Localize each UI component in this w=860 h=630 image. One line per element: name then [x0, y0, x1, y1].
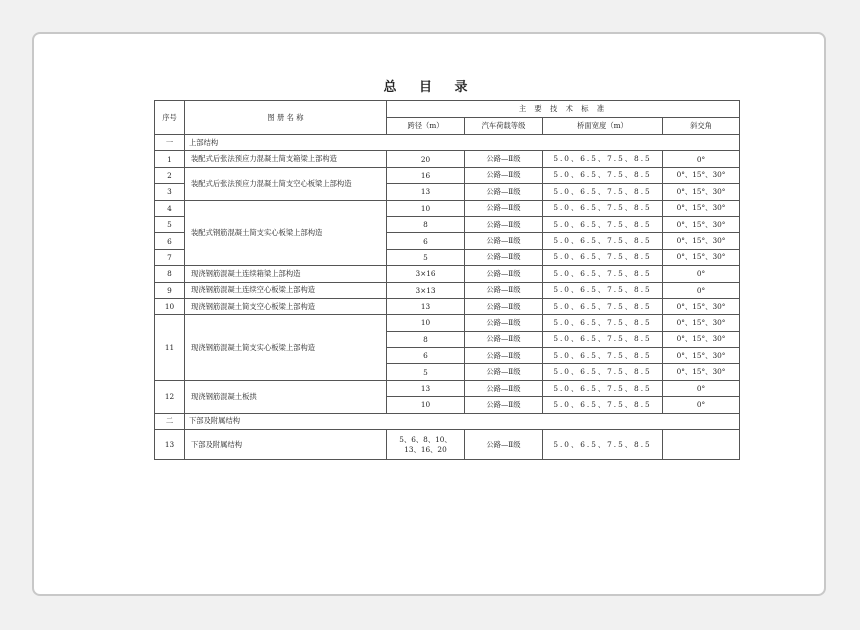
row-load: 公路—Ⅱ级 — [465, 331, 543, 347]
row-skew: 0°、15°、30° — [663, 249, 740, 265]
row-load: 公路—Ⅱ级 — [465, 266, 543, 282]
header-load: 汽车荷载等级 — [465, 118, 543, 135]
row-load: 公路—Ⅱ级 — [465, 200, 543, 216]
row-name: 现浇钢筋混凝土连续箱梁上部构造 — [185, 266, 387, 282]
row-skew: 0° — [663, 282, 740, 298]
row-skew — [663, 430, 740, 460]
row-width: 5.0、6.5、7.5、8.5 — [543, 331, 663, 347]
row-name: 现浇钢筋混凝土简支空心板梁上部构造 — [185, 298, 387, 314]
row-width: 5.0、6.5、7.5、8.5 — [543, 216, 663, 232]
row-seq: 10 — [155, 298, 185, 314]
row-load: 公路—Ⅱ级 — [465, 233, 543, 249]
row-seq: 7 — [155, 249, 185, 265]
table-row — [155, 430, 740, 460]
row-width: 5.0、6.5、7.5、8.5 — [543, 151, 663, 167]
row-name: 现浇钢筋混凝土连续空心板梁上部构造 — [185, 282, 387, 298]
row-skew: 0° — [663, 151, 740, 167]
row-skew: 0°、15°、30° — [663, 233, 740, 249]
row-span: 6 — [387, 233, 465, 249]
row-skew: 0° — [663, 266, 740, 282]
row-load: 公路—Ⅱ级 — [465, 249, 543, 265]
row-seq: 13 — [155, 430, 185, 460]
row-load: 公路—Ⅱ级 — [465, 151, 543, 167]
row-span: 13 — [387, 184, 465, 200]
section-row — [155, 135, 740, 151]
row-load: 公路—Ⅱ级 — [465, 315, 543, 331]
row-name: 装配式后张法预应力混凝土简支空心板梁上部构造 — [185, 167, 387, 200]
row-skew: 0°、15°、30° — [663, 216, 740, 232]
header-seq: 序号 — [155, 101, 185, 135]
row-skew: 0°、15°、30° — [663, 348, 740, 364]
row-load: 公路—Ⅱ级 — [465, 282, 543, 298]
row-span: 10 — [387, 315, 465, 331]
row-skew: 0° — [663, 380, 740, 396]
row-load: 公路—Ⅱ级 — [465, 380, 543, 396]
row-seq: 11 — [155, 315, 185, 381]
header-name: 图 册 名 称 — [185, 101, 387, 135]
row-seq: 4 — [155, 200, 185, 216]
row-seq: 5 — [155, 216, 185, 232]
table-row — [155, 315, 740, 331]
row-width: 5.0、6.5、7.5、8.5 — [543, 249, 663, 265]
contents-table — [154, 100, 740, 460]
section-seq: 二 — [155, 413, 185, 429]
row-width: 5.0、6.5、7.5、8.5 — [543, 200, 663, 216]
row-seq: 12 — [155, 380, 185, 413]
row-load: 公路—Ⅱ级 — [465, 167, 543, 183]
table-row — [155, 151, 740, 167]
row-load: 公路—Ⅱ级 — [465, 184, 543, 200]
row-seq: 2 — [155, 167, 185, 183]
table-row — [155, 298, 740, 314]
table-row — [155, 282, 740, 298]
row-width: 5.0、6.5、7.5、8.5 — [543, 266, 663, 282]
row-name: 现浇钢筋混凝土简支实心板梁上部构造 — [185, 315, 387, 381]
row-width: 5.0、6.5、7.5、8.5 — [543, 233, 663, 249]
header-skew: 斜交角 — [663, 118, 740, 135]
row-span: 6 — [387, 348, 465, 364]
row-load: 公路—Ⅱ级 — [465, 397, 543, 413]
row-seq: 9 — [155, 282, 185, 298]
row-width: 5.0、6.5、7.5、8.5 — [543, 184, 663, 200]
section-name: 下部及附属结构 — [185, 413, 740, 429]
row-span-line: 13、16、20 — [404, 444, 447, 454]
row-span: 13 — [387, 298, 465, 314]
row-width: 5.0、6.5、7.5、8.5 — [543, 348, 663, 364]
row-seq: 8 — [155, 266, 185, 282]
row-seq: 6 — [155, 233, 185, 249]
row-span: 13 — [387, 380, 465, 396]
row-span: 5 — [387, 364, 465, 380]
row-skew: 0°、15°、30° — [663, 364, 740, 380]
row-span — [387, 430, 465, 460]
row-load: 公路—Ⅱ级 — [465, 298, 543, 314]
page-title: 总 目 录 — [383, 80, 477, 95]
row-seq: 3 — [155, 184, 185, 200]
row-width: 5.0、6.5、7.5、8.5 — [543, 397, 663, 413]
row-load: 公路—Ⅱ级 — [465, 348, 543, 364]
row-width: 5.0、6.5、7.5、8.5 — [543, 315, 663, 331]
row-load: 公路—Ⅱ级 — [465, 364, 543, 380]
row-span: 16 — [387, 167, 465, 183]
row-skew: 0°、15°、30° — [663, 184, 740, 200]
header-main-standard: 主 要 技 术 标 准 — [387, 101, 740, 118]
row-load: 公路—Ⅱ级 — [465, 216, 543, 232]
row-width: 5.0、6.5、7.5、8.5 — [543, 364, 663, 380]
row-name: 装配式后张法预应力混凝土简支箱梁上部构造 — [185, 151, 387, 167]
table-row — [155, 380, 740, 396]
row-load: 公路—Ⅱ级 — [465, 430, 543, 460]
row-skew: 0°、15°、30° — [663, 200, 740, 216]
row-width: 5.0、6.5、7.5、8.5 — [543, 167, 663, 183]
row-name: 下部及附属结构 — [185, 430, 387, 460]
row-span: 8 — [387, 216, 465, 232]
row-span: 3×13 — [387, 282, 465, 298]
row-span: 8 — [387, 331, 465, 347]
header-span: 跨径（m） — [387, 118, 465, 135]
section-seq: 一 — [155, 135, 185, 151]
row-name: 现浇钢筋混凝土板拱 — [185, 380, 387, 413]
row-skew: 0°、15°、30° — [663, 298, 740, 314]
table-row — [155, 167, 740, 183]
row-span: 10 — [387, 200, 465, 216]
row-width: 5.0、6.5、7.5、8.5 — [543, 430, 663, 460]
row-span: 20 — [387, 151, 465, 167]
header-row — [155, 101, 740, 118]
table-row — [155, 200, 740, 216]
section-name: 上部结构 — [185, 135, 740, 151]
row-skew: 0°、15°、30° — [663, 167, 740, 183]
row-span: 3×16 — [387, 266, 465, 282]
row-span: 10 — [387, 397, 465, 413]
row-seq: 1 — [155, 151, 185, 167]
row-skew: 0°、15°、30° — [663, 315, 740, 331]
row-span: 5 — [387, 249, 465, 265]
row-width: 5.0、6.5、7.5、8.5 — [543, 380, 663, 396]
row-span-line: 5、6、8、10、 — [399, 434, 452, 444]
row-skew: 0° — [663, 397, 740, 413]
row-skew: 0°、15°、30° — [663, 331, 740, 347]
section-row — [155, 413, 740, 429]
row-width: 5.0、6.5、7.5、8.5 — [543, 298, 663, 314]
row-width: 5.0、6.5、7.5、8.5 — [543, 282, 663, 298]
table-row — [155, 266, 740, 282]
header-width: 桥面宽度（m） — [543, 118, 663, 135]
row-name: 装配式钢筋混凝土简支实心板梁上部构造 — [185, 200, 387, 266]
